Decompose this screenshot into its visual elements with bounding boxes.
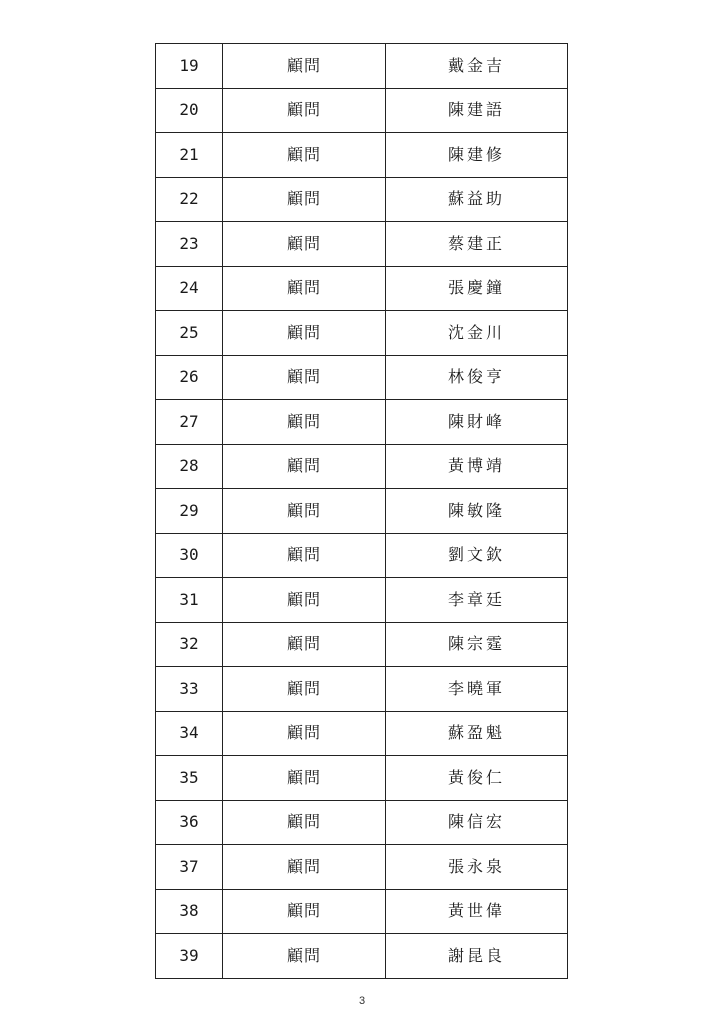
name-cell: 陳財峰 (386, 400, 568, 445)
table-row (156, 177, 568, 222)
row-number-cell: 38 (156, 889, 223, 934)
title-cell: 顧問 (223, 44, 386, 89)
table-row (156, 756, 568, 801)
roster-table-body (156, 44, 568, 979)
row-number-cell: 21 (156, 133, 223, 178)
row-number-cell: 33 (156, 667, 223, 712)
title-cell: 顧問 (223, 489, 386, 534)
name-cell: 陳宗霆 (386, 622, 568, 667)
table-row (156, 622, 568, 667)
table-row (156, 489, 568, 534)
title-cell: 顧問 (223, 266, 386, 311)
table-row (156, 44, 568, 89)
row-number-cell: 32 (156, 622, 223, 667)
title-cell: 顧問 (223, 667, 386, 712)
page-number: 3 (358, 995, 366, 1007)
table-row (156, 88, 568, 133)
name-cell: 黃博靖 (386, 444, 568, 489)
title-cell: 顧問 (223, 400, 386, 445)
row-number-cell: 19 (156, 44, 223, 89)
name-cell: 陳建修 (386, 133, 568, 178)
row-number-cell: 27 (156, 400, 223, 445)
row-number-cell: 20 (156, 88, 223, 133)
row-number-cell: 31 (156, 578, 223, 623)
title-cell: 顧問 (223, 444, 386, 489)
name-cell: 張慶鐘 (386, 266, 568, 311)
name-cell: 劉文欽 (386, 533, 568, 578)
name-cell: 戴金吉 (386, 44, 568, 89)
title-cell: 顧問 (223, 222, 386, 267)
title-cell: 顧問 (223, 756, 386, 801)
table-row (156, 311, 568, 356)
title-cell: 顧問 (223, 88, 386, 133)
name-cell: 蘇益助 (386, 177, 568, 222)
row-number-cell: 23 (156, 222, 223, 267)
name-cell: 黃俊仁 (386, 756, 568, 801)
row-number-cell: 29 (156, 489, 223, 534)
name-cell: 張永泉 (386, 845, 568, 890)
row-number-cell: 30 (156, 533, 223, 578)
name-cell: 林俊亨 (386, 355, 568, 400)
table-row (156, 845, 568, 890)
table-row (156, 400, 568, 445)
table-row (156, 355, 568, 400)
row-number-cell: 39 (156, 934, 223, 979)
row-number-cell: 25 (156, 311, 223, 356)
table-row (156, 578, 568, 623)
name-cell: 沈金川 (386, 311, 568, 356)
title-cell: 顧問 (223, 533, 386, 578)
title-cell: 顧問 (223, 889, 386, 934)
row-number-cell: 28 (156, 444, 223, 489)
table-row (156, 889, 568, 934)
table-row (156, 444, 568, 489)
name-cell: 謝昆良 (386, 934, 568, 979)
table-row (156, 533, 568, 578)
title-cell: 顧問 (223, 934, 386, 979)
name-cell: 黃世偉 (386, 889, 568, 934)
name-cell: 蔡建正 (386, 222, 568, 267)
row-number-cell: 26 (156, 355, 223, 400)
name-cell: 陳建語 (386, 88, 568, 133)
title-cell: 顧問 (223, 711, 386, 756)
title-cell: 顧問 (223, 800, 386, 845)
name-cell: 蘇盈魁 (386, 711, 568, 756)
row-number-cell: 37 (156, 845, 223, 890)
table-row (156, 934, 568, 979)
title-cell: 顧問 (223, 355, 386, 400)
row-number-cell: 34 (156, 711, 223, 756)
table-row (156, 667, 568, 712)
table-row (156, 133, 568, 178)
title-cell: 顧問 (223, 177, 386, 222)
table-row (156, 800, 568, 845)
row-number-cell: 24 (156, 266, 223, 311)
name-cell: 陳敏隆 (386, 489, 568, 534)
row-number-cell: 35 (156, 756, 223, 801)
title-cell: 顧問 (223, 622, 386, 667)
name-cell: 李曉軍 (386, 667, 568, 712)
table-row (156, 266, 568, 311)
name-cell: 陳信宏 (386, 800, 568, 845)
table-row (156, 222, 568, 267)
title-cell: 顧問 (223, 311, 386, 356)
title-cell: 顧問 (223, 133, 386, 178)
title-cell: 顧問 (223, 845, 386, 890)
name-cell: 李章廷 (386, 578, 568, 623)
row-number-cell: 22 (156, 177, 223, 222)
title-cell: 顧問 (223, 578, 386, 623)
roster-table (155, 43, 568, 979)
row-number-cell: 36 (156, 800, 223, 845)
table-row (156, 711, 568, 756)
